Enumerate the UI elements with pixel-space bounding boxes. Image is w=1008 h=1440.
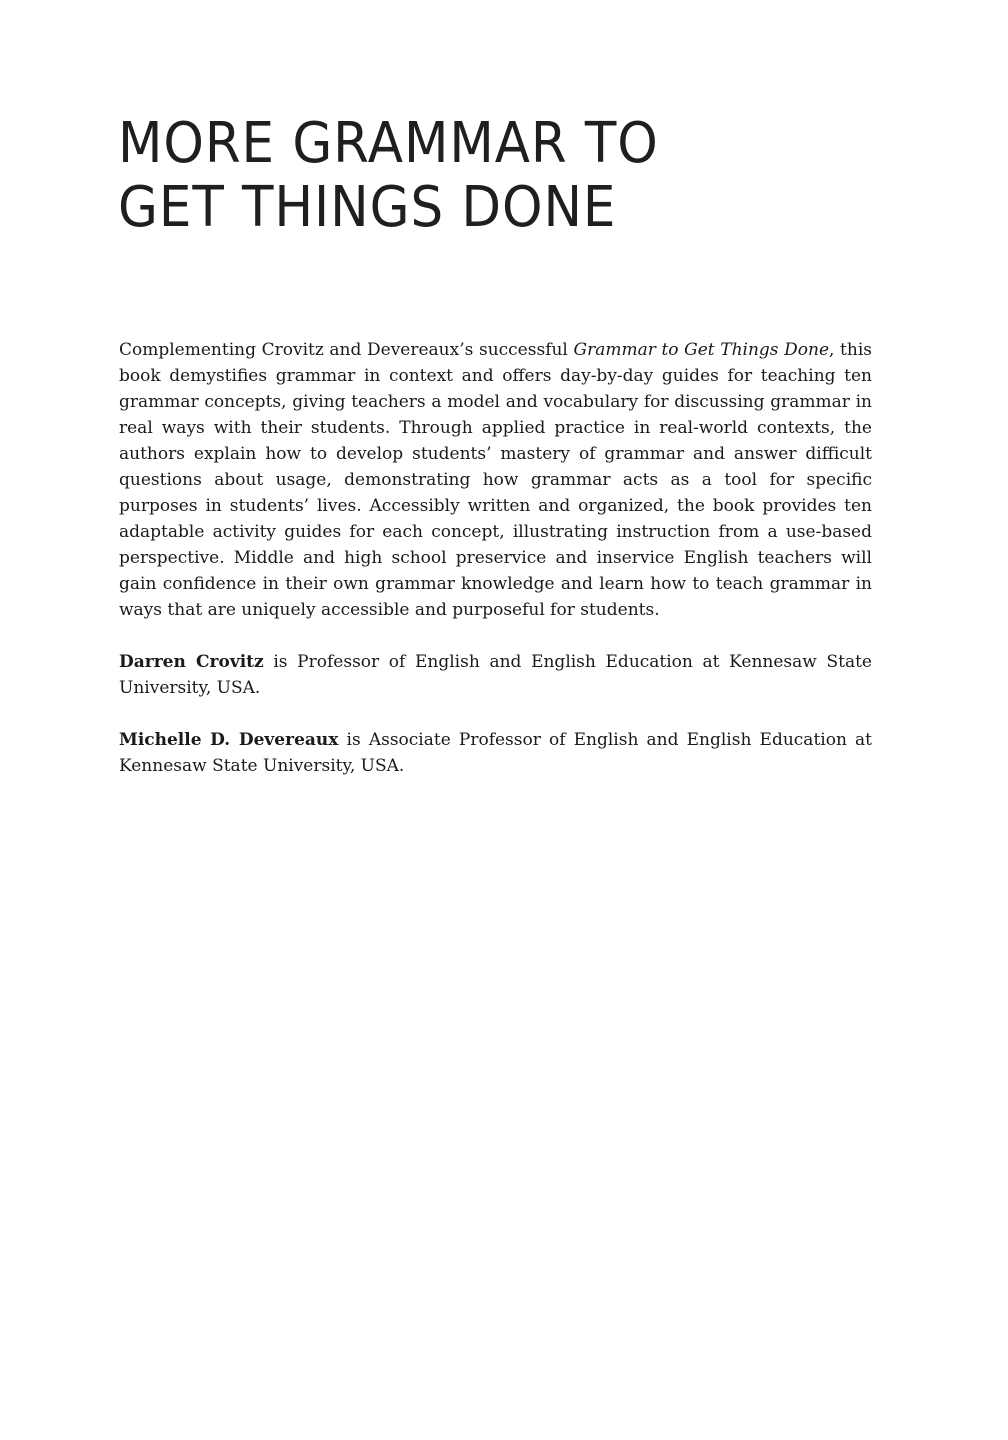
book-description — [119, 337, 872, 805]
book-title-line-1: MORE GRAMMAR TO — [118, 111, 659, 176]
author-bio-crovitz — [119, 649, 872, 701]
referenced-book-title: Grammar to Get Things Done — [573, 340, 830, 360]
author-name: Michelle D. Devereaux — [119, 730, 339, 750]
author-bio-text: is Associate Professor of English and English Education at Kennesaw State University, USA. — [119, 730, 872, 776]
blurb-body: , this book demystifies grammar in context and offers day-by-day guides for teaching ten grammar concepts, giving teachers a model and vocabulary for discussing grammar in real ways with their students. Through applied practice in real-world contexts, the authors explain how to develop students’ mastery of grammar and answer difficult questions about usage, demonstrating how grammar acts as a tool for specific purposes in students’ lives. Accessibly written and organized, the book provides ten adaptable activity guides for each concept, illustrating instruction from a use-based perspective. Middle and high school preservice and inservice English teachers will gain confidence in their own grammar knowledge and learn how to teach grammar in ways that are uniquely accessible and purposeful for students. — [119, 340, 872, 620]
author-bio-text: is Professor of English and English Education at Kennesaw State University, USA. — [119, 652, 872, 698]
book-title-line-2: GET THINGS DONE — [118, 175, 617, 240]
author-bio-devereaux — [119, 727, 872, 779]
book-title — [118, 112, 817, 240]
blurb-intro: Complementing Crovitz and Devereaux’s successful — [119, 340, 574, 360]
blurb-paragraph — [119, 337, 872, 623]
author-name: Darren Crovitz — [119, 652, 264, 672]
